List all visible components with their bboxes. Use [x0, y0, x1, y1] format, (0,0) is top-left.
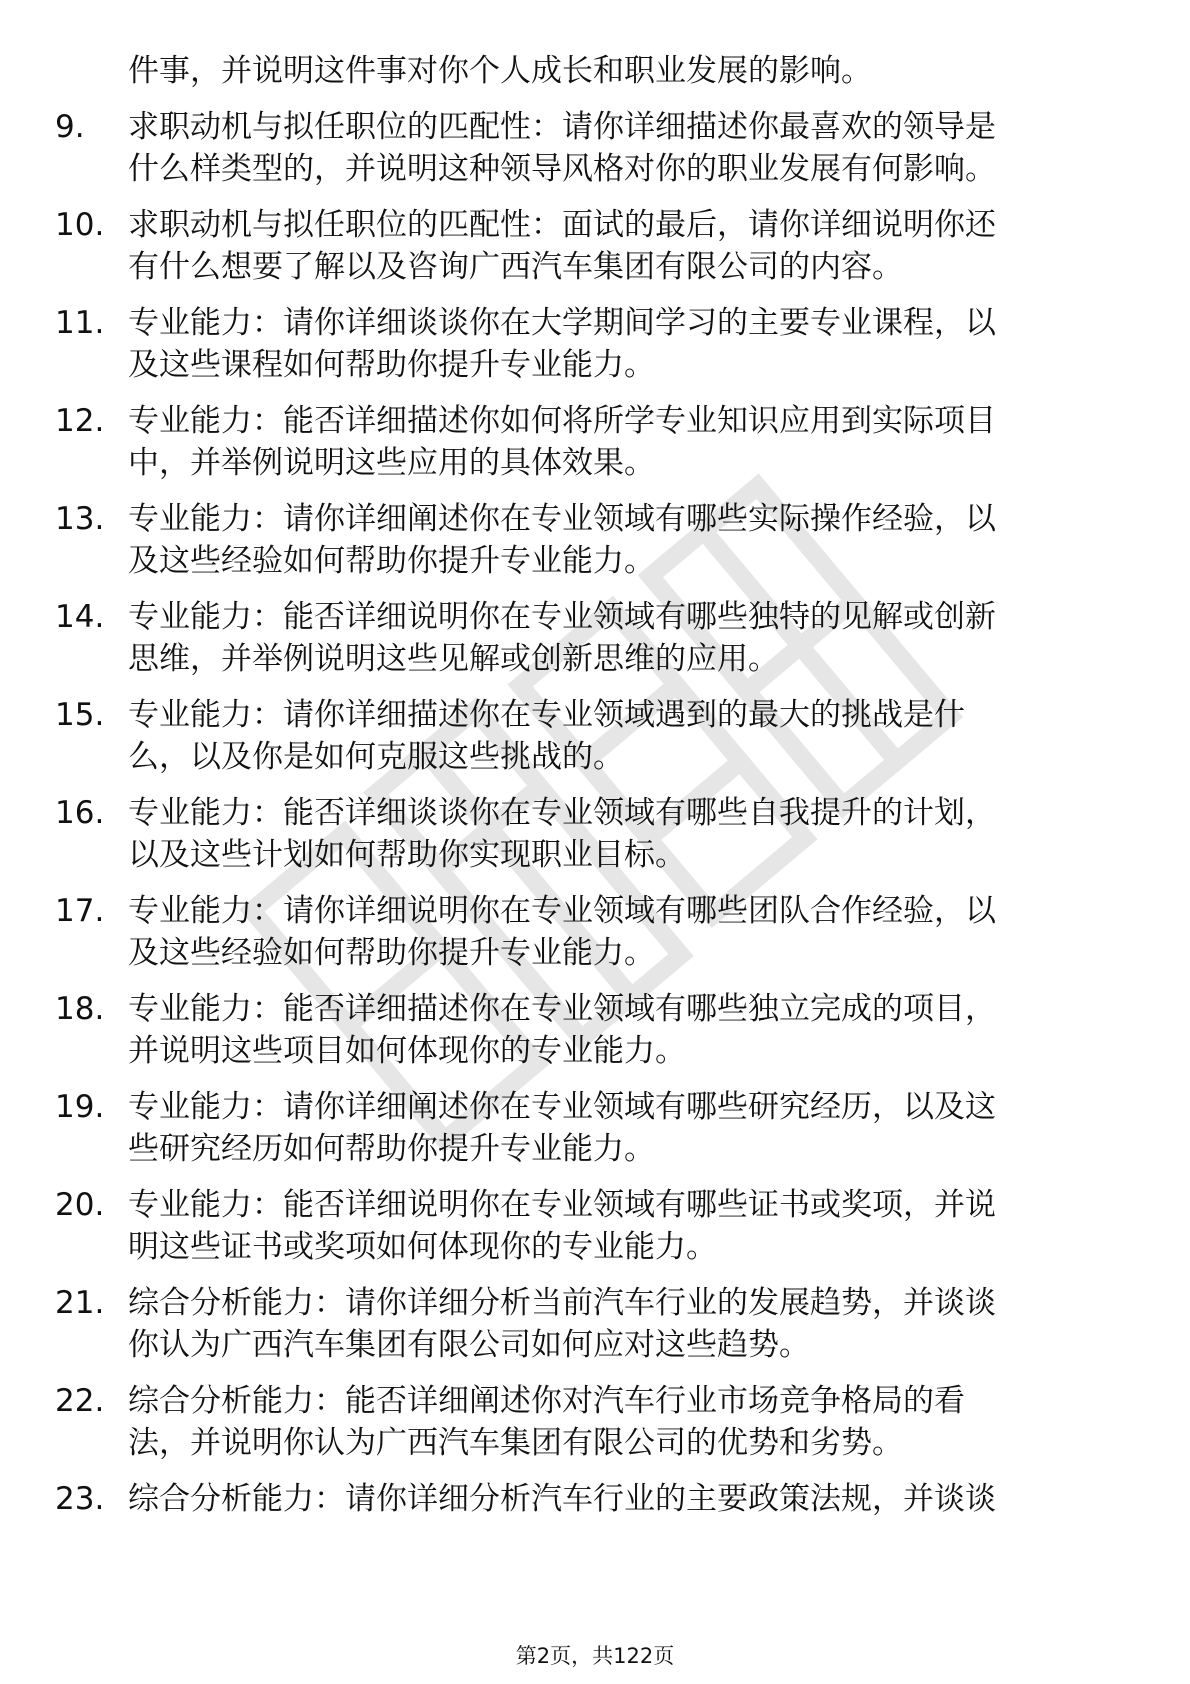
item-number: 12. — [55, 403, 105, 439]
item-text-line: 么，以及你是如何克服这些挑战的。 — [128, 739, 624, 775]
item-text-line: 些研究经历如何帮助你提升专业能力。 — [128, 1131, 655, 1167]
item-text-line: 及这些课程如何帮助你提升专业能力。 — [128, 347, 655, 383]
list-item — [55, 400, 1125, 484]
item-text-line: 专业能力：请你详细谈谈你在大学期间学习的主要专业课程，以 — [128, 305, 996, 341]
item-text — [128, 106, 1125, 190]
item-text-line: 求职动机与拟任职位的匹配性：面试的最后，请你详细说明你还 — [128, 207, 996, 243]
item-number: 21. — [55, 1285, 105, 1321]
item-text — [128, 204, 1125, 288]
item-text — [128, 792, 1125, 876]
item-text-line: 你认为广西汽车集团有限公司如何应对这些趋势。 — [128, 1327, 810, 1363]
item-text-line: 有什么想要了解以及咨询广西汽车集团有限公司的内容。 — [128, 249, 903, 285]
list-item — [55, 498, 1125, 582]
page-footer: 第2页，共122页 — [515, 1644, 675, 1668]
item-text — [128, 498, 1125, 582]
item-text-line: 专业能力：能否详细谈谈你在专业领域有哪些自我提升的计划， — [128, 795, 996, 831]
item-number: 11. — [55, 305, 105, 341]
continuation-line: 件事，并说明这件事对你个人成长和职业发展的影响。 — [128, 53, 872, 89]
list-item — [55, 302, 1125, 386]
item-text-line: 综合分析能力：请你详细分析汽车行业的主要政策法规，并谈谈 — [128, 1481, 996, 1517]
item-number: 14. — [55, 599, 105, 635]
item-text — [128, 1184, 1125, 1268]
item-text — [128, 988, 1125, 1072]
item-text-line: 及这些经验如何帮助你提升专业能力。 — [128, 543, 655, 579]
item-text-line: 中，并举例说明这些应用的具体效果。 — [128, 445, 655, 481]
item-text-line: 综合分析能力：能否详细阐述你对汽车行业市场竞争格局的看 — [128, 1383, 965, 1419]
item-text — [128, 890, 1125, 974]
item-text — [128, 694, 1125, 778]
question-list — [55, 50, 1125, 1534]
list-item — [55, 596, 1125, 680]
list-item — [55, 694, 1125, 778]
item-text-line: 专业能力：请你详细描述你在专业领域遇到的最大的挑战是什 — [128, 697, 965, 733]
item-number: 19. — [55, 1089, 105, 1125]
items-container — [55, 106, 1125, 1520]
item-text — [128, 1086, 1125, 1170]
item-number: 17. — [55, 893, 105, 929]
list-item — [55, 106, 1125, 190]
item-text — [128, 596, 1125, 680]
item-text-line: 专业能力：能否详细说明你在专业领域有哪些证书或奖项，并说 — [128, 1187, 996, 1223]
item-text-line: 什么样类型的，并说明这种领导风格对你的职业发展有何影响。 — [128, 151, 996, 187]
item-text-line: 专业能力：请你详细说明你在专业领域有哪些团队合作经验，以 — [128, 893, 996, 929]
item-number: 16. — [55, 795, 105, 831]
list-item — [55, 792, 1125, 876]
item-text-line: 综合分析能力：请你详细分析当前汽车行业的发展趋势，并谈谈 — [128, 1285, 996, 1321]
item-text-line: 专业能力：能否详细说明你在专业领域有哪些独特的见解或创新 — [128, 599, 996, 635]
item-number: 13. — [55, 501, 105, 537]
item-text-line: 求职动机与拟任职位的匹配性：请你详细描述你最喜欢的领导是 — [128, 109, 996, 145]
item-text — [128, 1380, 1125, 1464]
item-text — [128, 302, 1125, 386]
item-text-line: 并说明这些项目如何体现你的专业能力。 — [128, 1033, 686, 1069]
item-text-line: 法，并说明你认为广西汽车集团有限公司的优势和劣势。 — [128, 1425, 903, 1461]
item-text-line: 思维，并举例说明这些见解或创新思维的应用。 — [128, 641, 779, 677]
item-text-line: 专业能力：能否详细描述你如何将所学专业知识应用到实际项目 — [128, 403, 996, 439]
list-item — [55, 1282, 1125, 1366]
list-item — [55, 1184, 1125, 1268]
item-number: 23. — [55, 1481, 105, 1517]
item-number: 9. — [55, 109, 85, 145]
item-number: 10. — [55, 207, 105, 243]
item-text-line: 专业能力：能否详细描述你在专业领域有哪些独立完成的项目， — [128, 991, 996, 1027]
item-number: 18. — [55, 991, 105, 1027]
list-item — [55, 1380, 1125, 1464]
item-text — [128, 1282, 1125, 1366]
item-text — [128, 1478, 1125, 1520]
list-item — [55, 1478, 1125, 1520]
list-item — [55, 988, 1125, 1072]
item-text-line: 及这些经验如何帮助你提升专业能力。 — [128, 935, 655, 971]
item-text-line: 专业能力：请你详细阐述你在专业领域有哪些实际操作经验，以 — [128, 501, 996, 537]
item-number: 15. — [55, 697, 105, 733]
list-item — [55, 890, 1125, 974]
item-text — [128, 400, 1125, 484]
item-number: 22. — [55, 1383, 105, 1419]
list-item — [55, 204, 1125, 288]
item-text-line: 明这些证书或奖项如何体现你的专业能力。 — [128, 1229, 717, 1265]
item-number: 20. — [55, 1187, 105, 1223]
item-text-line: 以及这些计划如何帮助你实现职业目标。 — [128, 837, 686, 873]
item-text-line: 专业能力：请你详细阐述你在专业领域有哪些研究经历，以及这 — [128, 1089, 996, 1125]
list-item — [55, 1086, 1125, 1170]
